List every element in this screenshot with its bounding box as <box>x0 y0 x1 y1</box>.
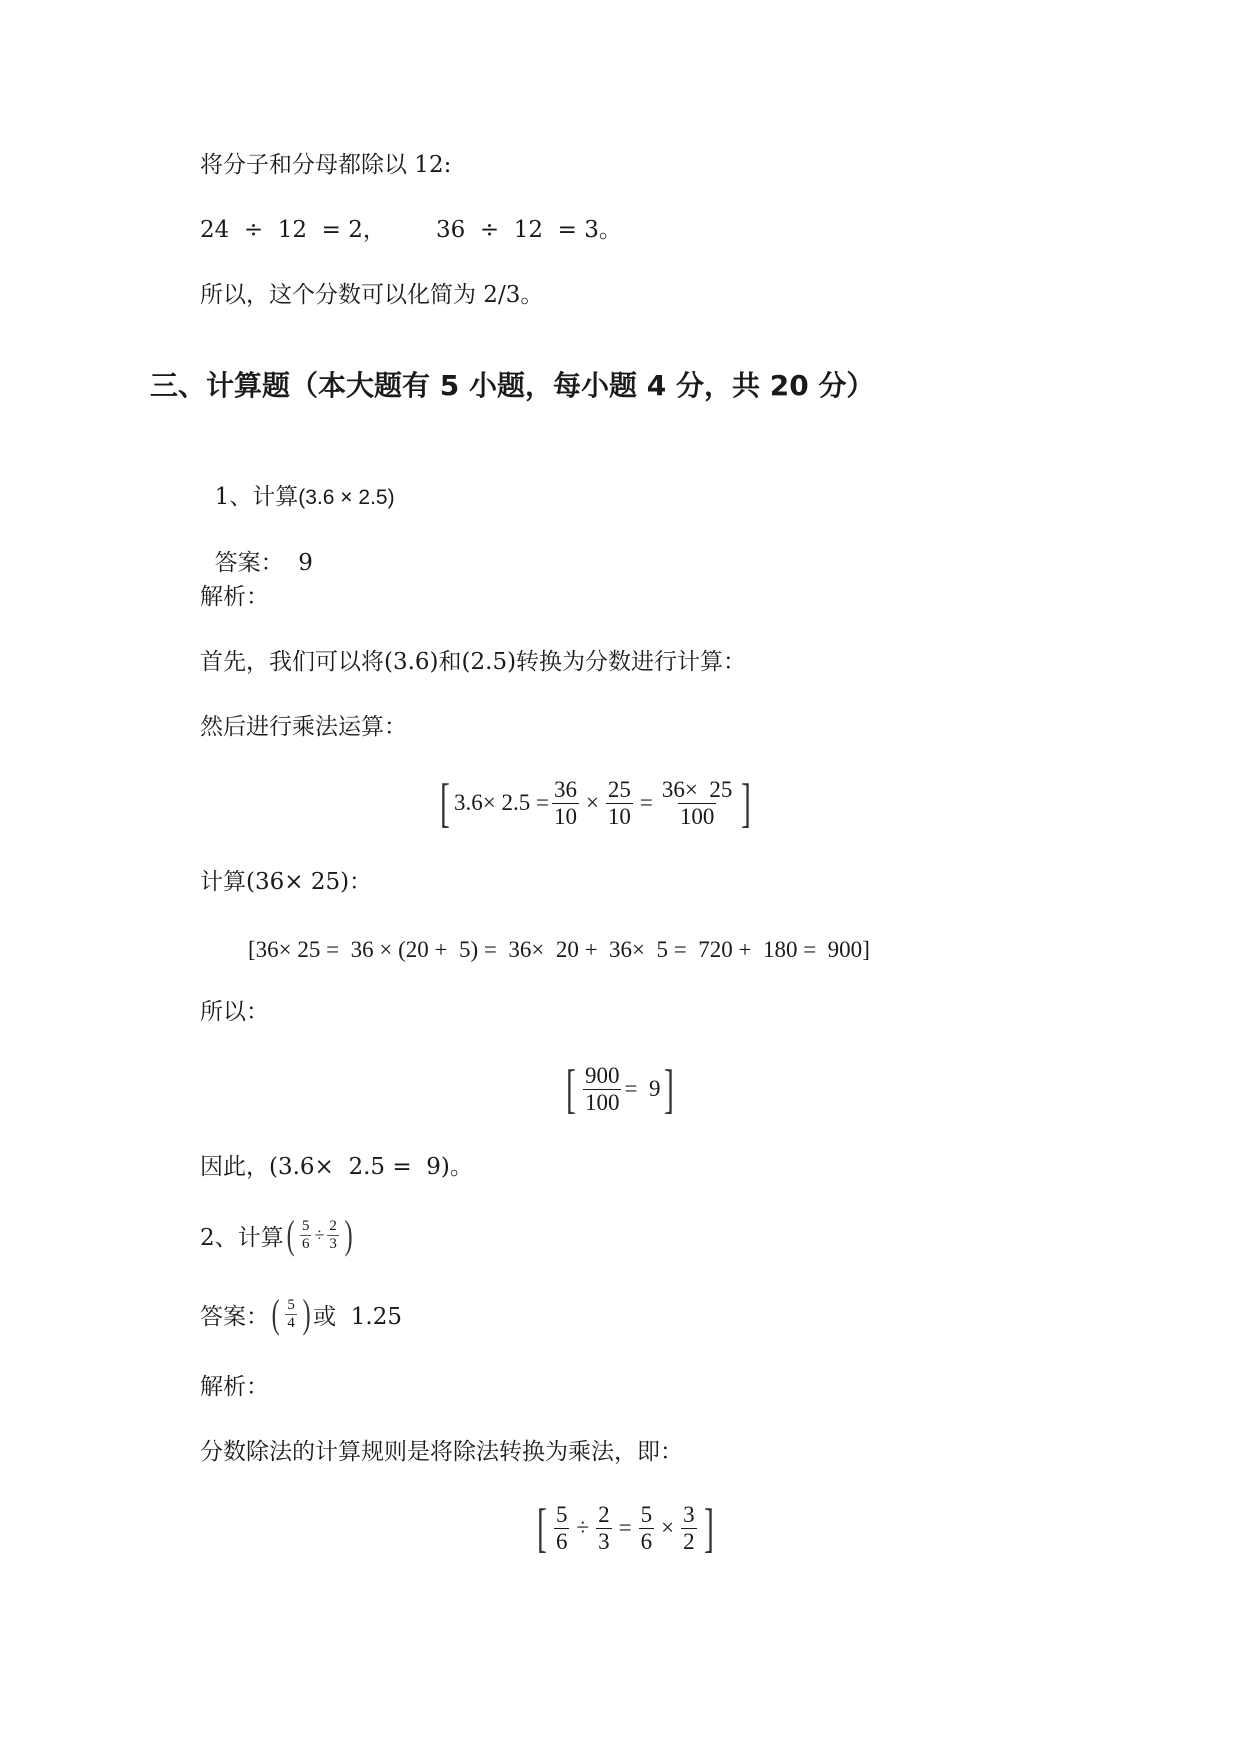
q1-step-2: 然后进行乘法运算： <box>200 714 407 740</box>
q1-label-expr: (3.6 × 2.5) <box>298 486 395 509</box>
q2-answer-den: 4 <box>287 1314 295 1331</box>
q2-answer-label: 答案： <box>200 1303 269 1330</box>
eq3-rhs: = 9 <box>624 1076 661 1101</box>
eq1-f3-den: 100 <box>679 803 715 829</box>
q2-eq-div: ÷ <box>576 1515 590 1540</box>
right-paren: ) <box>344 1212 353 1257</box>
eq1-times: × <box>585 790 599 815</box>
left-bracket: [ <box>537 1498 547 1558</box>
left-bracket: [ <box>566 1059 576 1119</box>
q2-label <box>200 1212 355 1258</box>
q2-eq-f3-num: 5 <box>640 1501 653 1527</box>
q1-step-4: 所以： <box>200 999 269 1025</box>
q2-eq-equals: = <box>618 1515 632 1540</box>
left-paren: ( <box>271 1291 280 1336</box>
q1-answer-label: 答案： <box>214 550 284 576</box>
intro-line-3: 所以，这个分数可以化简为 2/3。 <box>200 282 544 308</box>
eq1-f1-den: 10 <box>553 803 577 829</box>
right-bracket: ] <box>741 773 752 833</box>
q2-eq-f4-den: 2 <box>683 1528 695 1554</box>
q1-conclusion: 因此，(3.6× 2.5 = 9)。 <box>200 1154 473 1180</box>
intro-line-2b: 36 ÷ 12 = 3。 <box>436 217 622 243</box>
eq3-num: 900 <box>584 1062 620 1088</box>
q2-eq-fraction-1 <box>554 1502 570 1555</box>
q2-answer-fraction <box>285 1297 297 1332</box>
left-paren: ( <box>286 1212 295 1257</box>
q2-eq-fraction-4 <box>681 1502 697 1555</box>
q1-equation-1 <box>436 772 755 834</box>
q2-label-prefix: 2、计算 <box>200 1224 284 1251</box>
intro-line-2a: 24 ÷ 12 = 2， <box>200 217 386 243</box>
q2-eq-f3-den: 6 <box>640 1528 653 1554</box>
left-bracket: [ <box>248 937 256 962</box>
q2-eq-fraction-2 <box>596 1502 612 1555</box>
right-bracket: ] <box>664 1059 675 1119</box>
q2-eq-f2-num: 2 <box>598 1501 610 1527</box>
q2-eq-f2-den: 3 <box>598 1528 610 1554</box>
q1-equation-3 <box>562 1058 678 1120</box>
q2-eq-fraction-3 <box>639 1502 655 1555</box>
eq1-f2-num: 25 <box>607 776 631 802</box>
q2-rule: 分数除法的计算规则是将除法转换为乘法，即： <box>200 1439 683 1465</box>
right-bracket: ] <box>862 937 870 962</box>
eq3-fraction <box>583 1063 622 1116</box>
q2-eq-times: × <box>661 1515 675 1540</box>
right-paren: ) <box>302 1291 311 1336</box>
q1-equation-2 <box>248 933 870 967</box>
q2-answer <box>200 1290 402 1338</box>
q2-answer-num: 5 <box>287 1296 295 1313</box>
eq1-fraction-2 <box>606 777 633 830</box>
eq3-den: 100 <box>584 1089 620 1115</box>
q2-label-f2-den: 3 <box>329 1235 337 1252</box>
q2-equation <box>533 1497 718 1559</box>
q2-label-fraction-1 <box>300 1218 312 1253</box>
q1-label-prefix: 1、计算 <box>214 484 299 510</box>
eq2-body: 36× 25 = 36 × (20 + 5) = 36× 20 + 36× 5 = 720 + 180 = 900 <box>255 937 863 962</box>
eq1-f2-den: 10 <box>607 803 631 829</box>
eq1-equals: = <box>639 790 653 815</box>
q2-label-f2-num: 2 <box>329 1217 337 1234</box>
q2-label-f1-den: 6 <box>301 1235 310 1252</box>
q2-eq-f1-den: 6 <box>555 1528 568 1554</box>
q2-analysis-label: 解析： <box>200 1374 269 1400</box>
q2-eq-f1-num: 5 <box>555 1501 568 1527</box>
left-bracket: [ <box>440 773 450 833</box>
eq1-fraction-3 <box>660 777 734 830</box>
eq1-f3-num: 36× 25 <box>661 776 733 802</box>
q2-eq-f4-num: 3 <box>683 1501 695 1527</box>
q1-analysis-label: 解析： <box>200 584 269 610</box>
q1-label <box>200 452 395 513</box>
right-bracket: ] <box>703 1498 714 1558</box>
q2-label-fraction-2 <box>327 1218 339 1253</box>
eq1-fraction-1 <box>552 777 579 830</box>
eq1-f1-num: 36 <box>553 776 577 802</box>
q2-label-f1-num: 5 <box>301 1217 310 1234</box>
q1-step-1: 首先，我们可以将(3.6)和(2.5)转换为分数进行计算： <box>200 649 747 675</box>
q1-step-3: 计算(36× 25)： <box>200 869 373 895</box>
eq1-lhs: 3.6× 2.5 = <box>453 790 549 815</box>
section-heading: 三、计算题（本大题有 5 小题，每小题 4 分，共 20 分） <box>150 369 875 402</box>
q1-answer-value: 9 <box>298 550 313 576</box>
q2-label-div: ÷ <box>314 1224 325 1245</box>
q2-answer-suffix: 或 1.25 <box>313 1303 402 1330</box>
q1-answer <box>200 518 313 578</box>
intro-line-1: 将分子和分母都除以 12: <box>200 152 452 178</box>
